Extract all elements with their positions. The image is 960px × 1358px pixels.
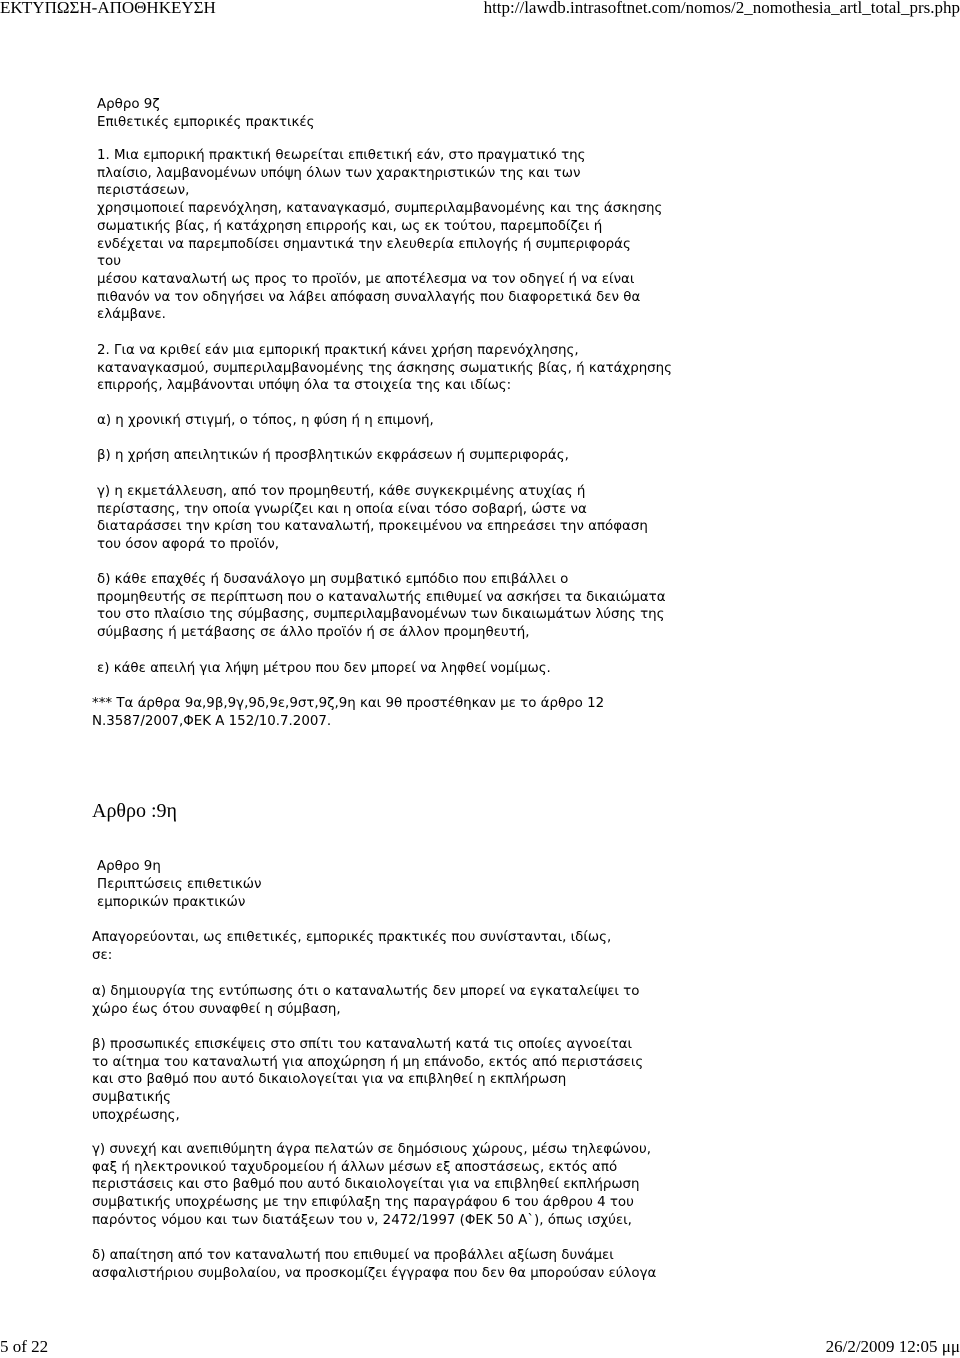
article-subtitle: Επιθετικές εμπορικές πρακτικές: [97, 114, 315, 130]
text-line: καταναγκασμού, συμπεριλαμβανομένης της άσκησης σωματικής βίας, ή κατάχρησης: [97, 360, 673, 376]
text-line: πλαίσιο, λαμβανομένων υπόψη όλων των χαρακτηριστικών της και των: [97, 165, 581, 181]
text-line: ασφαλιστήριου συμβολαίου, να προσκομίζει έγγραφα που δεν θα μπορούσαν εύλογα: [92, 1265, 657, 1281]
article-9i-item-c: [92, 1141, 651, 1230]
text-line: β) προσωπικές επισκέψεις στο σπίτι του καταναλωτή κατά τις οποίες αγνοείται: [92, 1037, 633, 1052]
print-datetime: 26/2/2009 12:05 μμ: [825, 1337, 960, 1356]
text-line: προμηθευτής σε περίπτωση που ο καταναλωτής επιθυμεί να ασκήσει τα δικαιώματα: [97, 589, 666, 605]
article-9i-item-a: [92, 983, 639, 1018]
article-9i-item-b: [92, 1036, 643, 1125]
text-line: Απαγορεύονται, ως επιθετικές, εμπορικές πρακτικές που συνίστανται, ιδίως,: [92, 930, 612, 945]
text-line: Ν.3587/2007,ΦΕΚ Α 152/10.7.2007.: [92, 713, 332, 729]
text-line: του στο πλαίσιο της σύμβασης, συμπεριλαμβανομένων των δικαιωμάτων λύσης της: [97, 607, 665, 623]
article-9z-item-e: [97, 660, 551, 678]
article-9z-item-c: [97, 483, 648, 554]
print-save-header: ΕΚΤΥΠΩΣΗ-ΑΠΟΘΗΚΕΥΣΗ: [0, 0, 216, 17]
article-9z-item-a: [97, 412, 434, 430]
text-line: Περιπτώσεις επιθετικών: [97, 877, 262, 892]
text-line: ενδέχεται να παρεμποδίσει σημαντικά την ελευθερία επιλογής ή συμπεριφοράς: [97, 236, 631, 252]
text-line: *** Τα άρθρα 9α,9β,9γ,9δ,9ε,9στ,9ζ,9η και 9θ προστέθηκαν με το άρθρο 12: [92, 696, 605, 711]
page-url: http://lawdb.intrasoftnet.com/nomos/2_nomothesia_artl_total_prs.php: [483, 0, 960, 17]
text-line: χρησιμοποιεί παρενόχληση, καταναγκασμό, συμπεριλαμβανομένης και της άσκησης: [97, 201, 663, 217]
text-line: ε) κάθε απειλή για λήψη μέτρου που δεν μπορεί να ληφθεί νομίμως.: [97, 661, 551, 676]
text-line: σωματικής βίας, ή κατάχρηση επιρροής και, ως εκ τούτου, παρεμποδίζει ή: [97, 218, 603, 234]
text-line: γ) η εκμετάλλευση, από τον προμηθευτή, κάθε συγκεκριμένης ατυχίας ή: [97, 484, 586, 499]
article-9z-paragraph-1: [97, 147, 662, 324]
article-title: Αρθρο 9ζ: [97, 97, 160, 112]
text-line: σε:: [92, 947, 113, 963]
text-line: α) δημιουργία της εντύπωσης ότι ο καταναλωτής δεν μπορεί να εγκαταλείψει το: [92, 984, 640, 999]
text-line: το αίτημα του καταναλωτή για αποχώρηση ή μη επάνοδο, εκτός από περιστάσεις: [92, 1054, 644, 1070]
text-line: συμβατικής: [92, 1090, 171, 1106]
text-line: δ) κάθε επαχθές ή δυσανάλογο μη συμβατικό εμπόδιο που επιβάλλει ο: [97, 572, 569, 587]
section-title: Αρθρο :9η: [92, 800, 177, 822]
article-9i-subtitle: [97, 876, 262, 911]
text-line: πιθανόν να τον οδηγήσει να λάβει απόφαση συναλλαγής που διαφορετικά δεν θα: [97, 289, 641, 305]
text-line: και στο βαθμό που αυτό δικαιολογείται για να επιβληθεί η εκπλήρωση: [92, 1072, 567, 1088]
article-9z-item-d: [97, 571, 666, 642]
article-9i-item-d: [92, 1247, 656, 1282]
text-line: εμπορικών πρακτικών: [97, 894, 246, 910]
text-line: περίστασης, την οποία γνωρίζει και η οποία είναι τόσο σοβαρή, ώστε να: [97, 501, 587, 517]
text-line: χώρο έως ότου συναφθεί η σύμβαση,: [92, 1001, 341, 1017]
article-9z-amendment-note: [92, 695, 604, 730]
article-title: Αρθρο 9η: [97, 859, 161, 874]
text-line: 2. Για να κριθεί εάν μια εμπορική πρακτική κάνει χρήση παρενόχλησης,: [97, 343, 579, 358]
text-line: α) η χρονική στιγμή, ο τόπος, η φύση ή η επιμονή,: [97, 413, 434, 428]
text-line: γ) συνεχή και ανεπιθύμητη άγρα πελατών σε δημόσιους χώρους, μέσω τηλεφώνου,: [92, 1142, 651, 1157]
article-9i-intro: [92, 929, 611, 964]
text-line: διαταράσσει την κρίση του καταναλωτή, προκειμένου να επηρεάσει την απόφαση: [97, 519, 648, 535]
text-line: περιστάσεων,: [97, 183, 190, 199]
text-line: περιστάσεις και στο βαθμό που αυτό δικαιολογείται για να επιβληθεί εκπλήρωση: [92, 1177, 640, 1193]
text-line: συμβατικής υποχρέωσης με την επιφύλαξη της παραγράφου 6 του άρθρου 4 του: [92, 1195, 634, 1211]
text-line: υποχρέωσης,: [92, 1107, 180, 1123]
text-line: του: [97, 254, 122, 270]
text-line: β) η χρήση απειλητικών ή προσβλητικών εκφράσεων ή συμπεριφοράς,: [97, 448, 569, 463]
page-number: 5 of 22: [0, 1337, 49, 1356]
text-line: επιρροής, λαμβάνονται υπόψη όλα τα στοιχεία της και ιδίως:: [97, 378, 512, 394]
text-line: μέσου καταναλωτή ως προς το προϊόν, με αποτέλεσμα να τον οδηγεί ή να είναι: [97, 271, 635, 287]
text-line: παρόντος νόμου και των διατάξεων του ν, 2472/1997 (ΦΕΚ 50 Α`), όπως ισχύει,: [92, 1212, 632, 1228]
text-line: φαξ ή ηλεκτρονικού ταχυδρομείου ή άλλων μέσων εξ αποστάσεως, εκτός από: [92, 1159, 618, 1175]
article-9i-heading: [97, 858, 161, 876]
text-line: του όσον αφορά το προϊόν,: [97, 537, 280, 553]
text-line: δ) απαίτηση από τον καταναλωτή που επιθυμεί να προβάλλει αξίωση δυνάμει: [92, 1248, 614, 1263]
article-9z-heading: [97, 96, 314, 131]
text-line: 1. Μια εμπορική πρακτική θεωρείται επιθετική εάν, στο πραγματικό της: [97, 148, 586, 163]
article-9z-paragraph-2: [97, 342, 672, 395]
text-line: σύμβασης ή μετάβασης σε άλλο προϊόν ή σε άλλον προμηθευτή,: [97, 625, 530, 641]
article-9z-item-b: [97, 447, 569, 465]
text-line: ελάμβανε.: [97, 307, 166, 323]
